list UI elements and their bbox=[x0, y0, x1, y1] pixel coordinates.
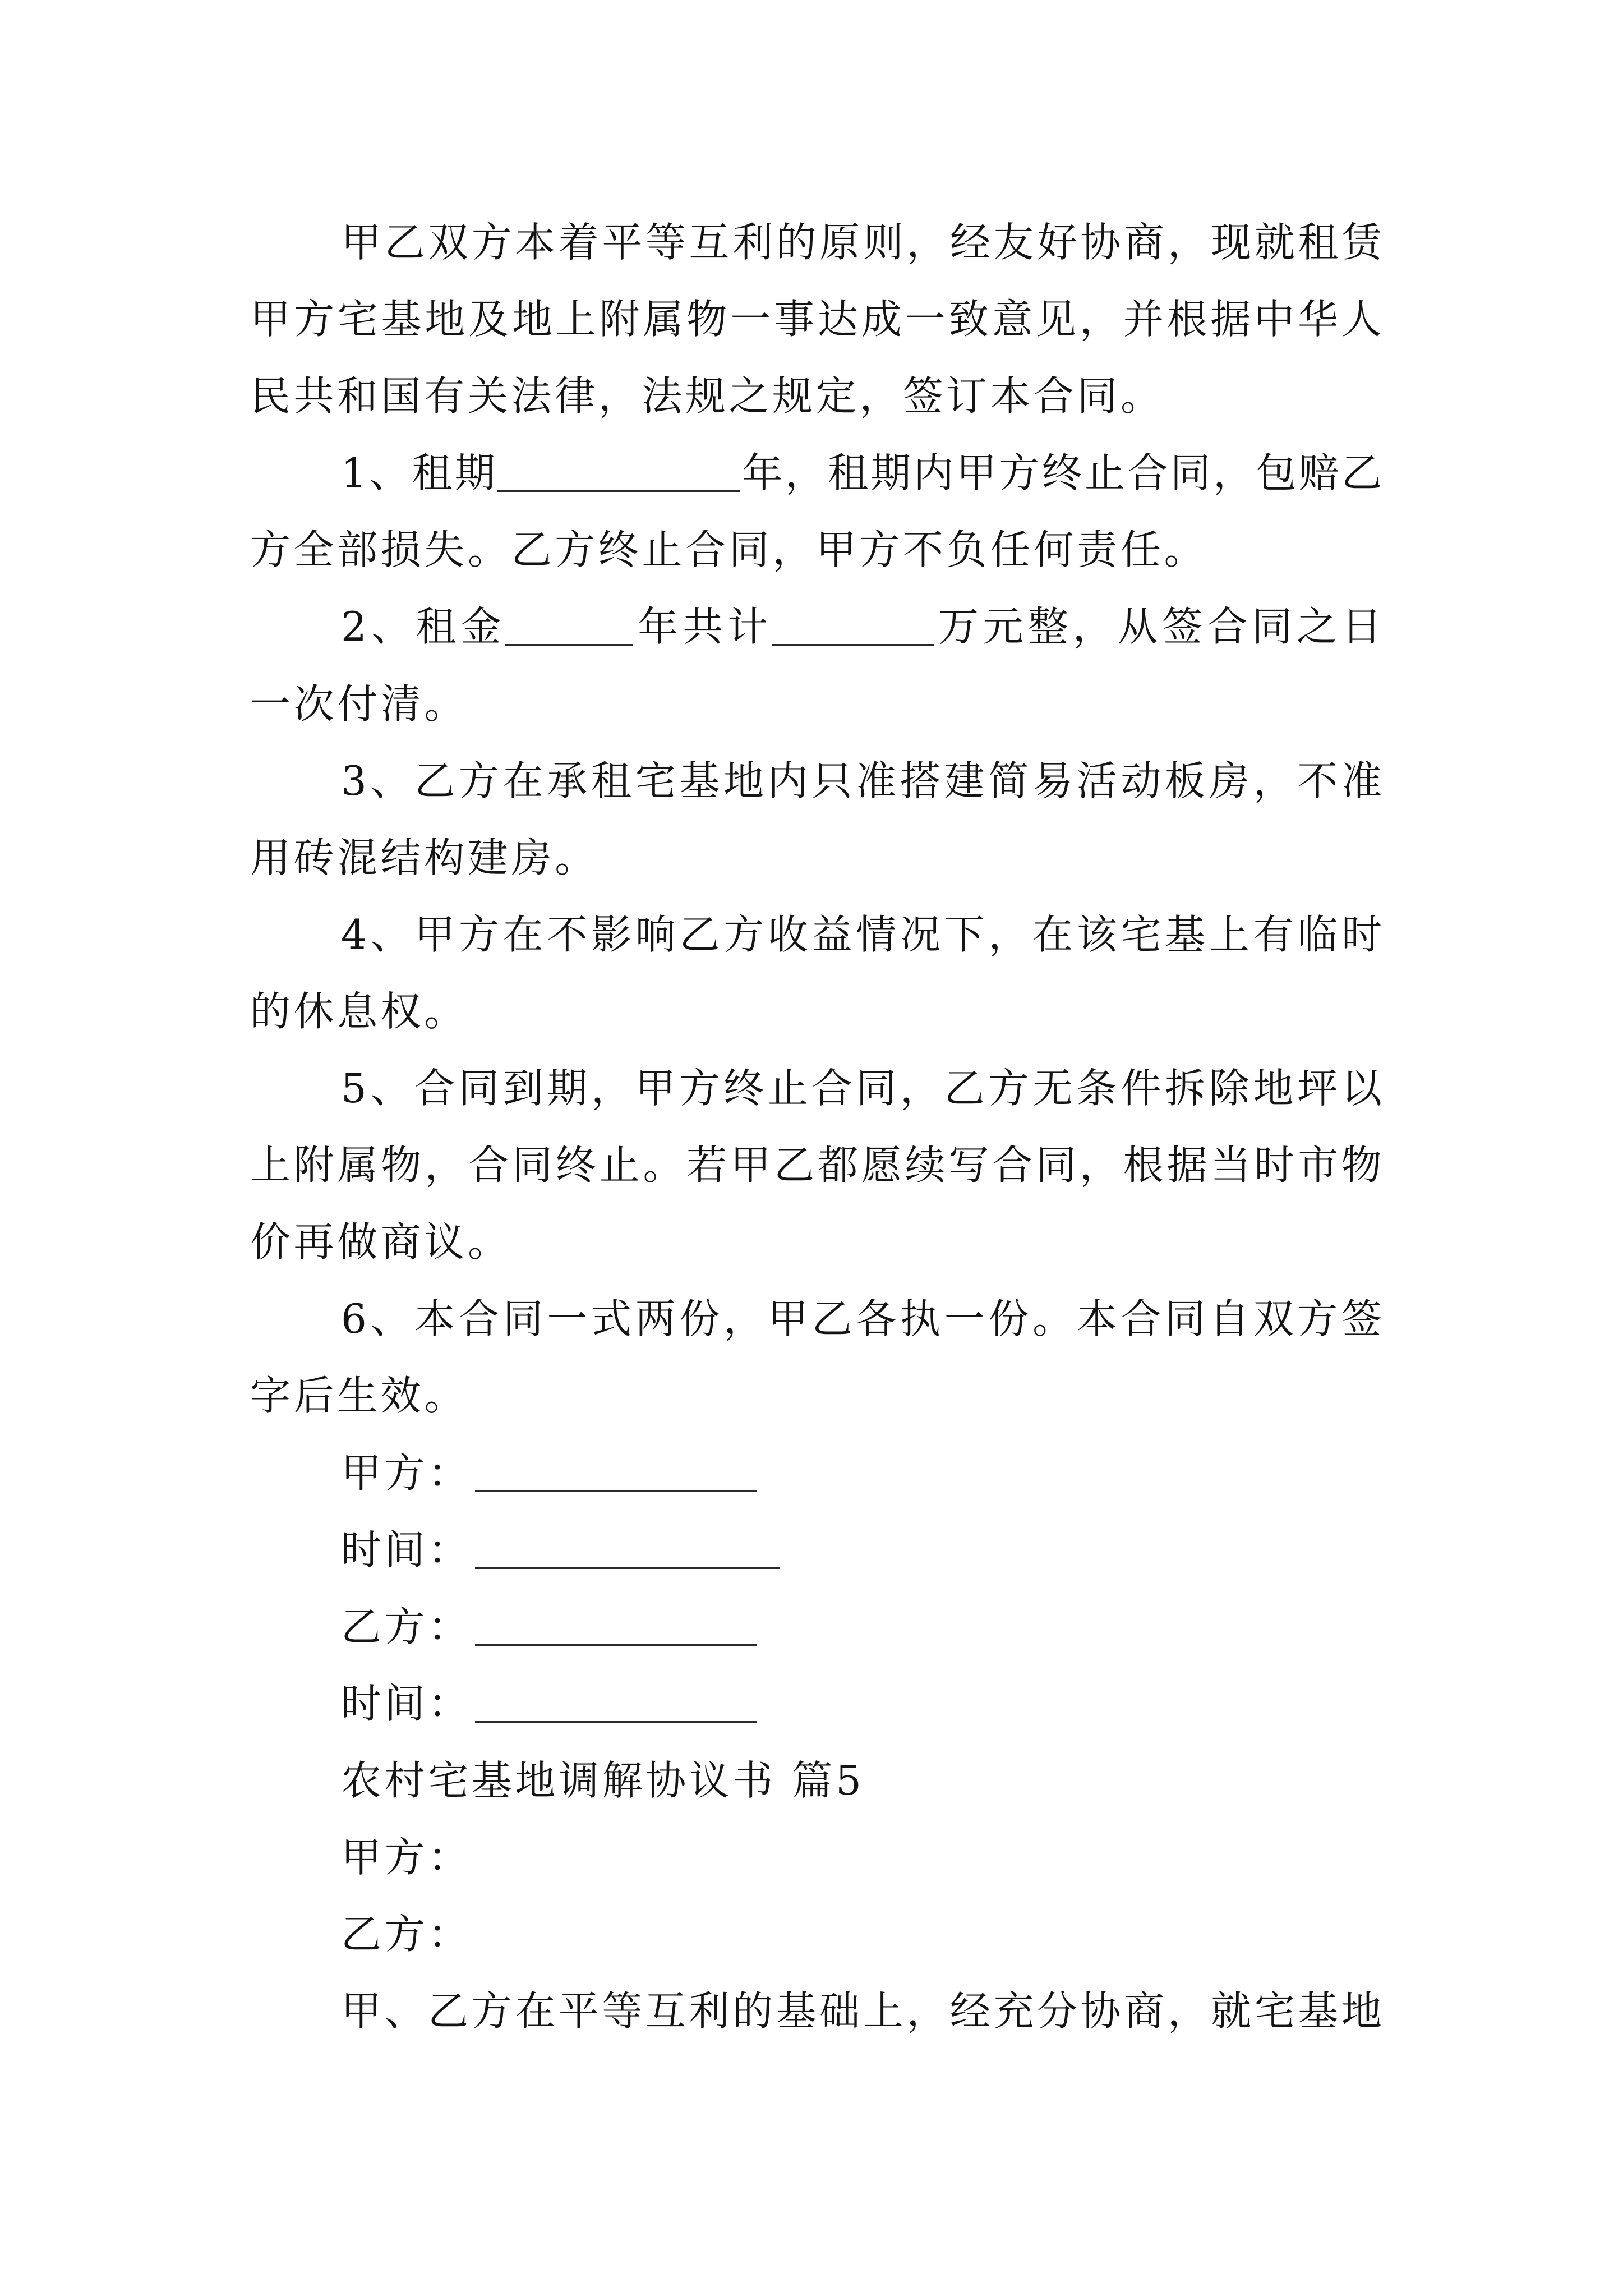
clause-2-prefix: 2、租金 bbox=[341, 603, 506, 651]
section-opening-line: 甲、乙方在平等互利的基础上，经充分协商，就宅基地 bbox=[341, 1987, 1382, 2035]
clause-6-line-2: 字后生效。 bbox=[250, 1372, 468, 1420]
signature-party-a bbox=[250, 1435, 1382, 1512]
contract-body bbox=[250, 204, 1382, 2050]
clause-2-middle: 年共计 bbox=[633, 603, 772, 651]
signature-date-b bbox=[250, 1665, 1382, 1742]
party-b-label: 乙方： bbox=[341, 1911, 472, 1958]
clause-1-prefix: 1、租期 bbox=[341, 449, 498, 497]
clause-3-line-2: 用砖混结构建房。 bbox=[250, 834, 598, 881]
clause-5-line-1: 5、合同到期，甲方终止合同，乙方无条件拆除地坪以 bbox=[341, 1065, 1382, 1112]
clause-1-line-2: 方全部损失。乙方终止合同，甲方不负任何责任。 bbox=[250, 526, 1208, 574]
rent-amount-blank bbox=[772, 613, 934, 646]
clause-2-suffix: 万元整，从签合同之日 bbox=[934, 603, 1382, 651]
party-a-label: 甲方： bbox=[341, 1833, 472, 1881]
clause-5-line-3: 价再做商议。 bbox=[250, 1218, 511, 1266]
clause-3-line-1: 3、乙方在承租宅基地内只准搭建简易活动板房，不准 bbox=[341, 757, 1382, 804]
clause-2-line-1 bbox=[250, 588, 1382, 665]
date-blank bbox=[475, 1536, 780, 1569]
clause-1-suffix: 年，租期内甲方终止合同，包赔乙 bbox=[740, 449, 1382, 497]
clause-2-line-2: 一次付清。 bbox=[250, 680, 468, 728]
signature-label: 甲方： bbox=[341, 1449, 472, 1497]
section-title: 农村宅基地调解协议书 篇5 bbox=[341, 1756, 865, 1804]
clause-5-line-2: 上附属物，合同终止。若甲乙都愿续写合同，根据当时市物 bbox=[250, 1142, 1382, 1189]
intro-line-2: 甲方宅基地及地上附属物一事达成一致意见，并根据中华人 bbox=[250, 296, 1382, 343]
intro-line-3: 民共和国有关法律，法规之规定，签订本合同。 bbox=[250, 372, 1164, 420]
signature-label: 乙方： bbox=[341, 1603, 472, 1650]
signature-blank bbox=[475, 1613, 757, 1646]
clause-4-line-1: 4、甲方在不影响乙方收益情况下，在该宅基上有临时 bbox=[341, 910, 1382, 958]
rent-years-blank bbox=[505, 613, 633, 646]
clause-4-line-2: 的休息权。 bbox=[250, 987, 468, 1035]
signature-blank bbox=[475, 1459, 757, 1492]
date-label: 时间： bbox=[341, 1680, 472, 1727]
clause-6-line-1: 6、本合同一式两份，甲乙各执一份。本合同自双方签 bbox=[341, 1295, 1382, 1343]
date-blank bbox=[475, 1690, 757, 1723]
intro-line-1: 甲乙双方本着平等互利的原则，经友好协商，现就租赁 bbox=[341, 219, 1382, 266]
signature-date-a bbox=[250, 1512, 1382, 1589]
date-label: 时间： bbox=[341, 1526, 472, 1573]
clause-1-line-1 bbox=[250, 435, 1382, 512]
signature-party-b bbox=[250, 1589, 1382, 1665]
lease-term-blank bbox=[497, 459, 740, 492]
